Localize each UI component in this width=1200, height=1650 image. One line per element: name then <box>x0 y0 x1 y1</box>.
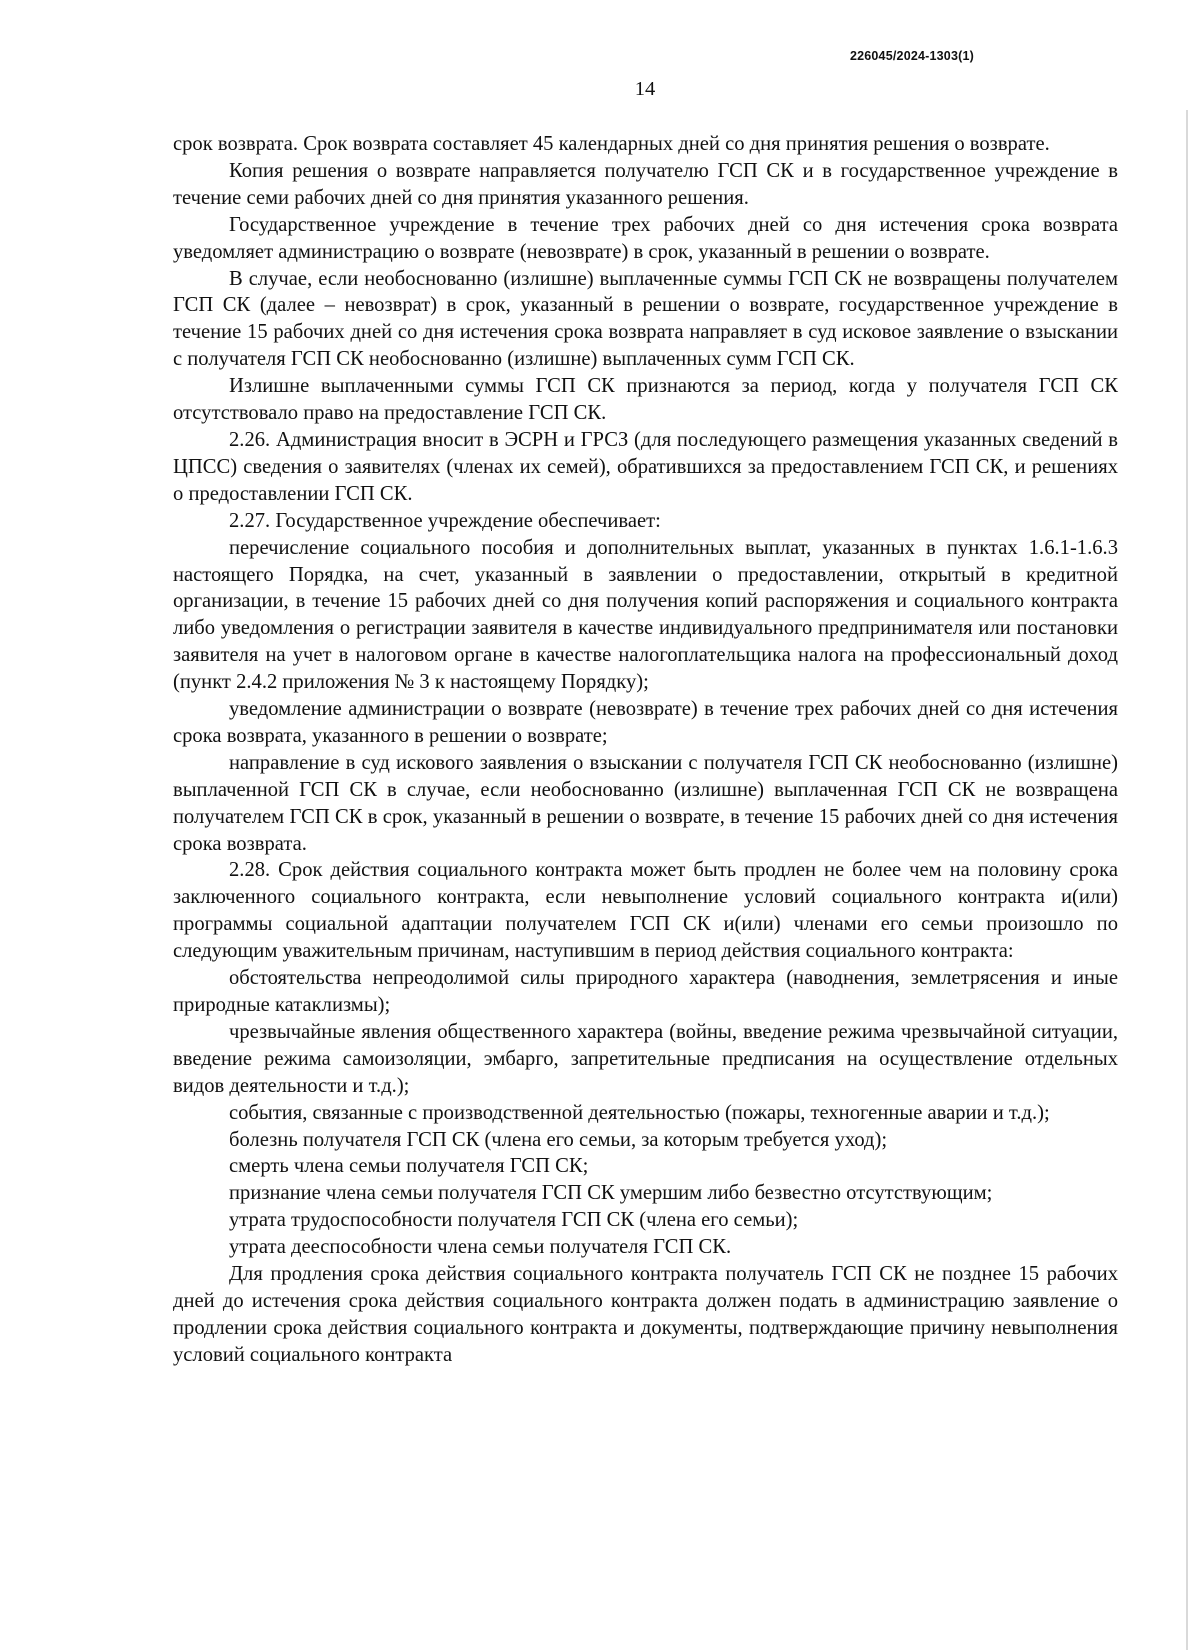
list-item-disability: утрата трудоспособности получателя ГСП СК (члена его семьи); <box>229 1209 799 1232</box>
paragraph-institution-notice: Государственное учреждение в течение трех рабочих дней со дня истечения срока возврата уведомляет администрацию о возврате (невозврате) в срок, указанный в решении о возврате. <box>173 213 1118 263</box>
paragraph-return-period: срок возврата. Срок возврата составляет 45 календарных дней со дня принятия решения о возврате. <box>173 133 1050 155</box>
list-item-incapacity: утрата дееспособности члена семьи получателя ГСП СК. <box>229 1236 732 1259</box>
paragraph-clause-2-26: 2.26. Администрация вносит в ЭСРН и ГРСЗ (для последующего размещения указанных сведений в ЦПСС) сведения о заявителях (членах их семей), обратившихся за предоставлением ГСП СК, и решениях о предоставлении ГСП СК. <box>173 428 1118 505</box>
list-item-illness: болезнь получателя ГСП СК (члена его семьи, за которым требуется уход); <box>229 1128 888 1151</box>
paragraph-overpaid-sums: Излишне выплаченными суммы ГСП СК признаются за период, когда у получателя ГСП СК отсутствовало право на предоставление ГСП СК. <box>173 375 1118 425</box>
list-item-emergency: чрезвычайные явления общественного характера (войны, введение режима чрезвычайной ситуации, введение режима самоизоляции, эмбарго, запретительные предписания на осуществление отдельных видов деятельности и т.д.); <box>173 1020 1118 1097</box>
paragraph-clause-2-28: 2.28. Срок действия социального контракта может быть продлен не более чем на половину срока заключенного социального контракта, если невыполнение условий социального контракта и(или) программы социальной адаптации получателем ГСП СК и(или) членами его семьи произошло по следующим уважительным причинам, наступившим в период действия социального контракта: <box>173 859 1118 963</box>
document-registration-number: 226045/2024-1303(1) <box>849 49 974 63</box>
list-item-missing: признание члена семьи получателя ГСП СК умершим либо безвестно отсутствующим; <box>229 1182 993 1205</box>
list-item-death: смерть члена семьи получателя ГСП СК; <box>229 1155 589 1178</box>
list-item-transfer: перечисление социального пособия и дополнительных выплат, указанных в пунктах 1.6.1-1.6.3 настоящего Порядка, на счет, указанный в заявлении о предоставлении, открытый в кредитной организации, в течение 15 рабочих дней со дня получения копий распоряжения и социального контракта либо уведомления о регистрации заявителя в качестве индивидуального предпринимателя или постановки заявителя на учет в налоговом органе в качестве налогоплательщика налога на профессиональный доход (пункт 2.4.2 приложения № 3 к настоящему Порядку); <box>173 536 1118 694</box>
list-item-industrial-events: события, связанные с производственной деятельностью (пожары, техногенные аварии и т.д.); <box>229 1101 1050 1124</box>
paragraph-non-return: В случае, если необоснованно (излишне) выплаченные суммы ГСП СК не возвращены получателем ГСП СК (далее – невозврат) в срок, указанный в решении о возврате, государственное учреждение в течение 15 рабочих дней со дня истечения срока возврата направляет в суд исковое заявление о взыскании с получателя ГСП СК необоснованно (излишне) выплаченных сумм ГСП СК. <box>173 267 1118 371</box>
list-item-force-majeure: обстоятельства непреодолимой силы природного характера (наводнения, землетрясения и иные природные катаклизмы); <box>173 967 1118 1016</box>
document-body <box>173 131 1118 1369</box>
paragraph-clause-2-27: 2.27. Государственное учреждение обеспечивает: <box>229 509 661 532</box>
list-item-court-claim: направление в суд искового заявления о взыскании с получателя ГСП СК необоснованно (излишне) выплаченной ГСП СК в случае, если необоснованно (излишне) выплаченная ГСП СК не возвращена получателем ГСП СК в срок, указанный в решении о возврате, в течение 15 рабочих дней со дня истечения срока возврата. <box>173 751 1118 855</box>
paragraph-extension-request: Для продления срока действия социального контракта получатель ГСП СК не позднее 15 рабочих дней до истечения срока действия социального контракта должен подать в администрацию заявление о продлении срока действия социального контракта и документы, подтверждающие причину невыполнения условий социального контракта <box>173 1263 1118 1366</box>
paragraph-decision-copy: Копия решения о возврате направляется получателю ГСП СК и в государственное учреждение в течение семи рабочих дней со дня принятия указанного решения. <box>173 159 1118 209</box>
page-number: 14 <box>634 78 656 100</box>
scan-edge-line <box>1186 110 1188 1650</box>
list-item-notification: уведомление администрации о возврате (невозврате) в течение трех рабочих дней со дня истечения срока возврата, указанного в решении о возврате; <box>173 698 1118 747</box>
